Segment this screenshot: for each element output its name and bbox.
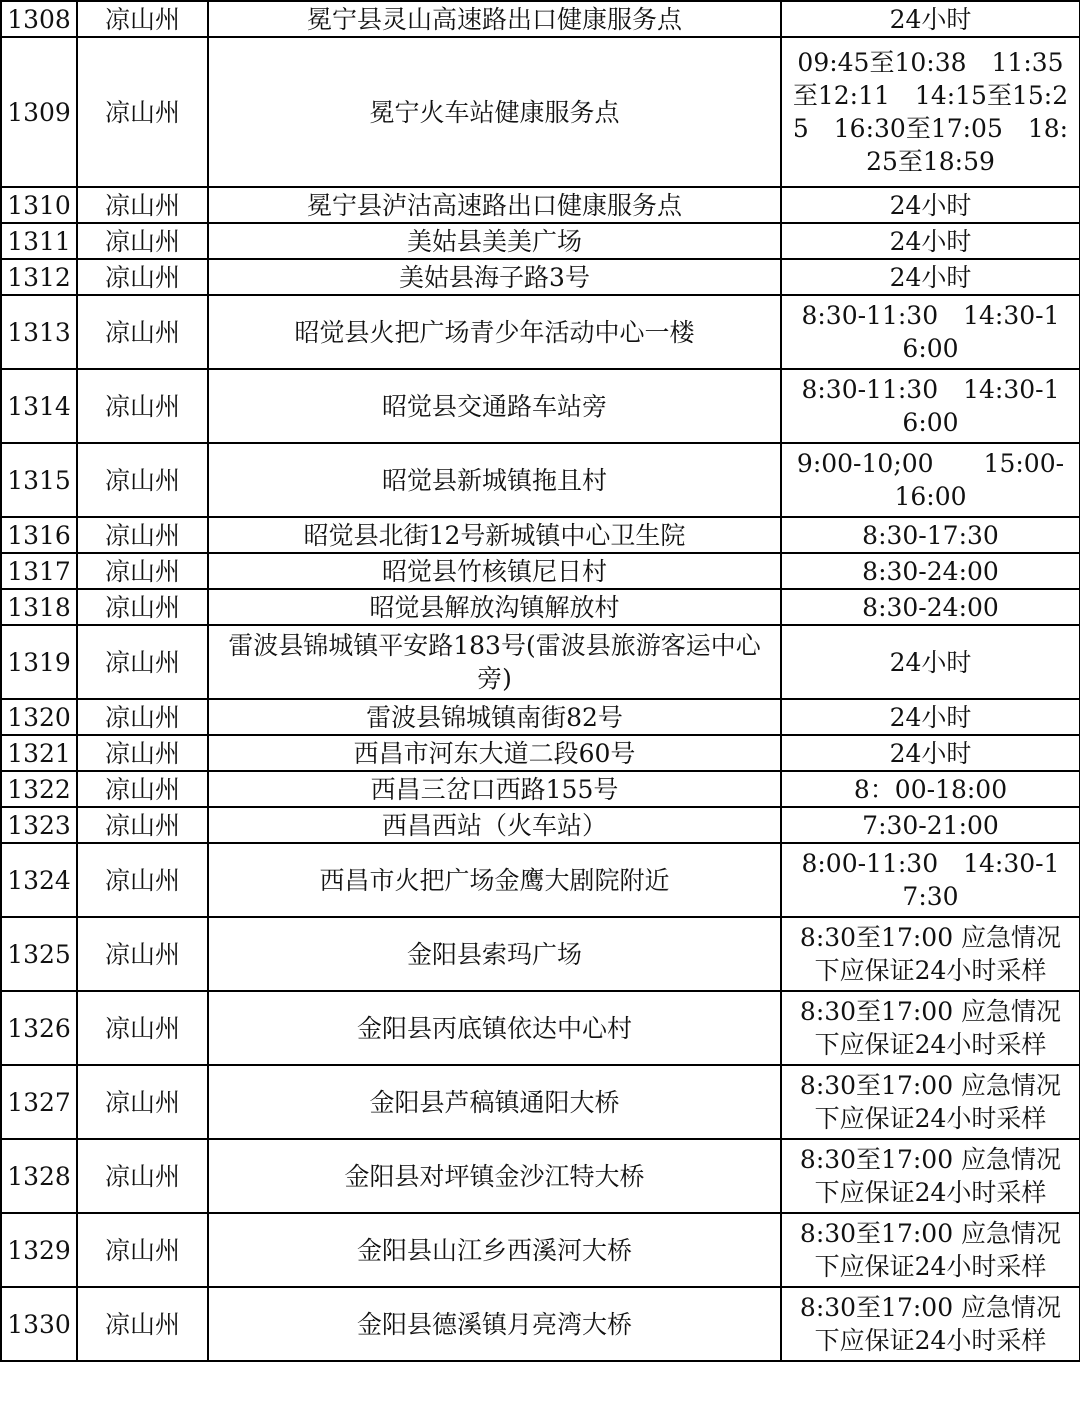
row-number: 1312 xyxy=(1,259,77,295)
city-cell: 凉山州 xyxy=(77,1139,208,1213)
hours-cell: 8:30-11:30 14:30-16:00 xyxy=(781,369,1080,443)
site-cell: 西昌市河东大道二段60号 xyxy=(208,735,781,771)
city-cell: 凉山州 xyxy=(77,1,208,37)
hours-cell: 8:30至17:00 应急情况下应保证24小时采样 xyxy=(781,1213,1080,1287)
city-cell: 凉山州 xyxy=(77,589,208,625)
table-row xyxy=(1,699,1080,735)
site-cell: 昭觉县竹核镇尼日村 xyxy=(208,553,781,589)
table-row xyxy=(1,1065,1080,1139)
table-row xyxy=(1,735,1080,771)
row-number: 1317 xyxy=(1,553,77,589)
hours-cell: 24小时 xyxy=(781,699,1080,735)
hours-cell: 8:30-24:00 xyxy=(781,553,1080,589)
row-number: 1310 xyxy=(1,187,77,223)
table-row xyxy=(1,625,1080,699)
city-cell: 凉山州 xyxy=(77,187,208,223)
city-cell: 凉山州 xyxy=(77,1287,208,1361)
table-row xyxy=(1,1213,1080,1287)
row-number: 1324 xyxy=(1,843,77,917)
site-cell: 西昌市火把广场金鹰大剧院附近 xyxy=(208,843,781,917)
table-row xyxy=(1,1139,1080,1213)
row-number: 1308 xyxy=(1,1,77,37)
row-number: 1313 xyxy=(1,295,77,369)
table-row xyxy=(1,991,1080,1065)
table-row xyxy=(1,187,1080,223)
city-cell: 凉山州 xyxy=(77,735,208,771)
site-cell: 金阳县德溪镇月亮湾大桥 xyxy=(208,1287,781,1361)
table-row xyxy=(1,259,1080,295)
city-cell: 凉山州 xyxy=(77,771,208,807)
row-number: 1323 xyxy=(1,807,77,843)
hours-cell: 7:30-21:00 xyxy=(781,807,1080,843)
site-cell: 昭觉县交通路车站旁 xyxy=(208,369,781,443)
site-cell: 西昌西站（火车站） xyxy=(208,807,781,843)
city-cell: 凉山州 xyxy=(77,369,208,443)
row-number: 1321 xyxy=(1,735,77,771)
hours-cell: 8:30至17:00 应急情况下应保证24小时采样 xyxy=(781,1287,1080,1361)
row-number: 1327 xyxy=(1,1065,77,1139)
city-cell: 凉山州 xyxy=(77,843,208,917)
table-row xyxy=(1,771,1080,807)
site-cell: 昭觉县北街12号新城镇中心卫生院 xyxy=(208,517,781,553)
site-cell: 昭觉县解放沟镇解放村 xyxy=(208,589,781,625)
row-number: 1314 xyxy=(1,369,77,443)
row-number: 1328 xyxy=(1,1139,77,1213)
city-cell: 凉山州 xyxy=(77,295,208,369)
site-cell: 昭觉县新城镇拖且村 xyxy=(208,443,781,517)
row-number: 1315 xyxy=(1,443,77,517)
row-number: 1319 xyxy=(1,625,77,699)
site-cell: 金阳县索玛广场 xyxy=(208,917,781,991)
hours-cell: 8:30-17:30 xyxy=(781,517,1080,553)
city-cell: 凉山州 xyxy=(77,223,208,259)
city-cell: 凉山州 xyxy=(77,553,208,589)
hours-cell: 09:45至10:38 11:35至12:11 14:15至15:25 16:30至17:05 18:25至18:59 xyxy=(781,37,1080,187)
site-cell: 雷波县锦城镇平安路183号(雷波县旅游客运中心旁) xyxy=(208,625,781,699)
row-number: 1311 xyxy=(1,223,77,259)
row-number: 1329 xyxy=(1,1213,77,1287)
city-cell: 凉山州 xyxy=(77,917,208,991)
city-cell: 凉山州 xyxy=(77,37,208,187)
row-number: 1325 xyxy=(1,917,77,991)
city-cell: 凉山州 xyxy=(77,1213,208,1287)
hours-cell: 8:30至17:00 应急情况下应保证24小时采样 xyxy=(781,991,1080,1065)
city-cell: 凉山州 xyxy=(77,517,208,553)
table-row xyxy=(1,223,1080,259)
site-cell: 昭觉县火把广场青少年活动中心一楼 xyxy=(208,295,781,369)
table-row xyxy=(1,917,1080,991)
site-cell: 金阳县丙底镇依达中心村 xyxy=(208,991,781,1065)
row-number: 1316 xyxy=(1,517,77,553)
table-row xyxy=(1,553,1080,589)
hours-cell: 8:00-11:30 14:30-17:30 xyxy=(781,843,1080,917)
city-cell: 凉山州 xyxy=(77,625,208,699)
row-number: 1318 xyxy=(1,589,77,625)
row-number: 1326 xyxy=(1,991,77,1065)
hours-cell: 24小时 xyxy=(781,625,1080,699)
table-row xyxy=(1,517,1080,553)
row-number: 1322 xyxy=(1,771,77,807)
site-cell: 西昌三岔口西路155号 xyxy=(208,771,781,807)
hours-cell: 8:30-24:00 xyxy=(781,589,1080,625)
city-cell: 凉山州 xyxy=(77,259,208,295)
city-cell: 凉山州 xyxy=(77,1065,208,1139)
table-row xyxy=(1,1,1080,37)
table-row xyxy=(1,1287,1080,1361)
hours-cell: 24小时 xyxy=(781,187,1080,223)
hours-cell: 8:30至17:00 应急情况下应保证24小时采样 xyxy=(781,917,1080,991)
site-cell: 雷波县锦城镇南街82号 xyxy=(208,699,781,735)
hours-cell: 8:30至17:00 应急情况下应保证24小时采样 xyxy=(781,1065,1080,1139)
site-cell: 金阳县芦稿镇通阳大桥 xyxy=(208,1065,781,1139)
hours-cell: 8:30-11:30 14:30-16:00 xyxy=(781,295,1080,369)
table-body xyxy=(1,1,1080,1361)
hours-cell: 24小时 xyxy=(781,223,1080,259)
city-cell: 凉山州 xyxy=(77,991,208,1065)
table-row xyxy=(1,807,1080,843)
site-cell: 金阳县山江乡西溪河大桥 xyxy=(208,1213,781,1287)
table-row xyxy=(1,443,1080,517)
hours-cell: 24小时 xyxy=(781,259,1080,295)
table-row xyxy=(1,37,1080,187)
hours-cell: 24小时 xyxy=(781,735,1080,771)
table-row xyxy=(1,295,1080,369)
site-cell: 金阳县对坪镇金沙江特大桥 xyxy=(208,1139,781,1213)
site-cell: 美姑县海子路3号 xyxy=(208,259,781,295)
row-number: 1309 xyxy=(1,37,77,187)
site-cell: 美姑县美美广场 xyxy=(208,223,781,259)
table-row xyxy=(1,369,1080,443)
city-cell: 凉山州 xyxy=(77,807,208,843)
row-number: 1330 xyxy=(1,1287,77,1361)
table-row xyxy=(1,843,1080,917)
table-row xyxy=(1,589,1080,625)
site-cell: 冕宁县灵山高速路出口健康服务点 xyxy=(208,1,781,37)
hours-cell: 9:00-10;00 15:00-16:00 xyxy=(781,443,1080,517)
site-cell: 冕宁县泸沽高速路出口健康服务点 xyxy=(208,187,781,223)
hours-cell: 8：00-18:00 xyxy=(781,771,1080,807)
site-cell: 冕宁火车站健康服务点 xyxy=(208,37,781,187)
city-cell: 凉山州 xyxy=(77,443,208,517)
city-cell: 凉山州 xyxy=(77,699,208,735)
hours-cell: 8:30至17:00 应急情况下应保证24小时采样 xyxy=(781,1139,1080,1213)
row-number: 1320 xyxy=(1,699,77,735)
hours-cell: 24小时 xyxy=(781,1,1080,37)
